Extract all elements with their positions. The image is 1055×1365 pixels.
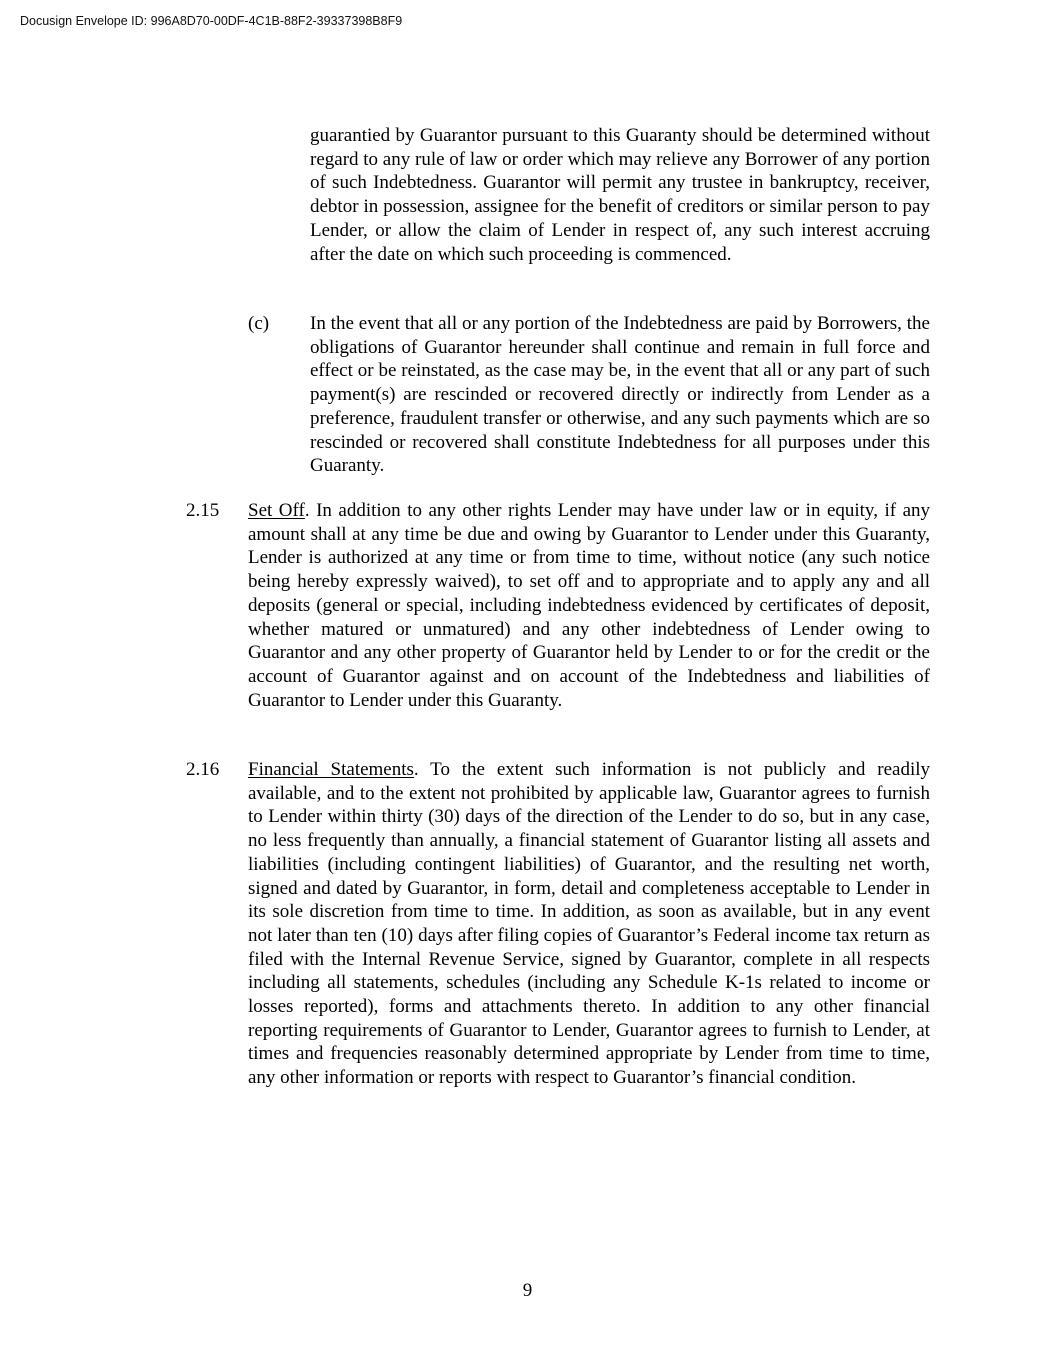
section-2-15-heading: Set Off [248, 500, 305, 521]
envelope-id: Docusign Envelope ID: 996A8D70-00DF-4C1B-88F2-39337398B8F9 [20, 14, 403, 28]
section-2-16-heading: Financial Statements [248, 759, 414, 780]
section-2-15-paragraph [248, 499, 930, 712]
section-2-16-number: 2.16 [186, 759, 220, 780]
section-2-16-paragraph [248, 758, 930, 1090]
continuation-paragraph: guarantied by Guarantor pursuant to this Guaranty should be determined without regard to any rule of law or order which may relieve any Borrower of any portion of such Indebtedness. Guarantor will permit any trustee in bankruptcy, receiver, debtor in possession, assignee for the benefit of creditors or similar person to pay Lender, or allow the claim of Lender in respect of, any such interest accruing after the date on which such proceeding is commenced. [310, 125, 930, 265]
section-2-15-number: 2.15 [186, 500, 220, 521]
subsection-c-paragraph: In the event that all or any portion of the Indebtedness are paid by Borrowers, the obligations of Guarantor hereunder shall continue and remain in full force and effect or be reinstated, as the case may be, in the event that all or any part of such payment(s) are rescinded or recovered directly or indirectly from Lender as a preference, fraudulent transfer or otherwise, and any such payments which are so rescinded or recovered shall constitute Indebtedness for all purposes under this Guaranty. [310, 313, 930, 477]
section-2-16-body: . To the extent such information is not publicly and readily available, and to the extent not prohibited by applicable law, Guarantor agrees to furnish to Lender within thirty (30) days of the direction of the Lender to do so, but in any case, no less frequently than annually, a financial statement of Guarantor listing all assets and liabilities (including contingent liabilities) of Guarantor, and the resulting net worth, signed and dated by Guarantor, in form, detail and completeness acceptable to Lender in its sole discretion from time to time. In addition, as soon as available, but in any event not later than ten (10) days after filing copies of Guarantor’s Federal income tax return as filed with the Internal Revenue Service, signed by Guarantor, complete in all respects including all statements, schedules (including any Schedule K-1s related to income or losses reported), forms and attachments thereto. In addition to any other financial reporting requirements of Guarantor to Lender, Guarantor agrees to furnish to Lender, at times and frequencies reasonably determined appropriate by Lender from time to time, any other information or reports with respect to Guarantor’s financial condition. [248, 759, 931, 1089]
page-number: 9 [522, 1280, 533, 1301]
subsection-c-marker: (c) [248, 313, 270, 334]
section-2-15-body: . In addition to any other rights Lender may have under law or in equity, if any amount shall at any time be due and owing by Guarantor to Lender under this Guaranty, Lender is authorized at any time or from time to time, without notice (any such notice being hereby expressly waived), to set off and to appropriate and to apply any and all deposits (general or special, including indebtedness evidenced by certificates of deposit, whether matured or unmatured) and any other indebtedness of Lender owing to Guarantor and any other property of Guarantor held by Lender to or for the credit or the account of Guarantor against and on account of the Indebtedness and liabilities of Guarantor to Lender under this Guaranty. [248, 500, 931, 711]
